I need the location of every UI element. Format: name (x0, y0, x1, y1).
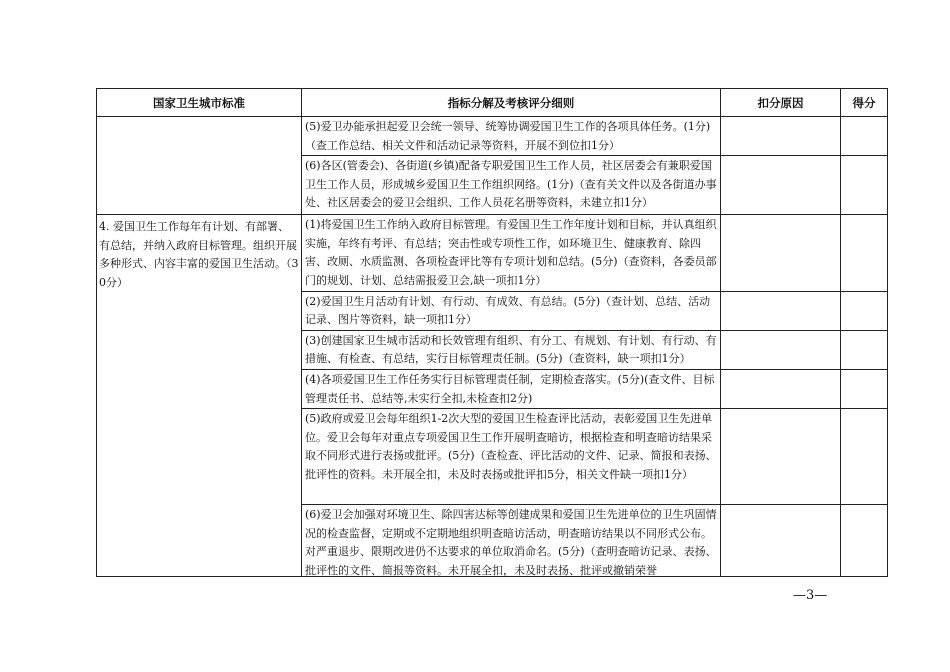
header-detail: 指标分解及考核评分细则 (302, 89, 721, 117)
score-cell (841, 409, 888, 505)
criterion-cell (97, 117, 302, 215)
detail-cell: (3)创建国家卫生城市活动和长效管理有组织、有分工、有规划、有计划、有行动、有措施、有检查、有总结，实行目标管理责任制。(5分)（查资料，缺一项扣1分） (302, 330, 721, 369)
detail-cell: (5)政府或爱卫会每年组织1-2次大型的爱国卫生检查评比活动，表彰爱国卫生先进单位。爱卫会每年对重点专项爱国卫生工作开展明查暗访，根据检查和明查暗访结果采取不同形式进行表扬或批评。(5分)（查检查、评比活动的文件、记录、简报和表扬、批评性的资料。未开展全扣，未及时表扬或批评扣5分，相关文件缺一项扣1分） (302, 409, 721, 505)
deduction-cell (721, 409, 841, 505)
deduction-cell (721, 156, 841, 215)
deduction-cell (721, 291, 841, 330)
score-cell (841, 215, 888, 291)
deduction-cell (721, 505, 841, 577)
criterion-cell: 4. 爱国卫生工作每年有计划、有部署、有总结，并纳入政府目标管理。组织开展多种形式、内容丰富的爱国卫生活动。（30分） (97, 215, 302, 577)
score-cell (841, 156, 888, 215)
table-row (97, 215, 888, 291)
score-cell (841, 369, 888, 408)
score-cell (841, 505, 888, 577)
score-cell (841, 117, 888, 156)
score-cell (841, 291, 888, 330)
table-header-row (97, 89, 888, 117)
detail-cell: (6)各区(管委会)、各街道(乡镇)配备专职爱国卫生工作人员，社区居委会有兼职爱国卫生工作人员，形成城乡爱国卫生工作组织网络。(1分)（查有关文件以及各街道办事处、社区居委会的爱卫会组织、工作人员花名册等资料，未建立扣1分） (302, 156, 721, 215)
deduction-cell (721, 215, 841, 291)
detail-cell: (2)爱国卫生月活动有计划、有行动、有成效、有总结。(5分)（查计划、总结、活动记录、图片等资料，缺一项扣1分） (302, 291, 721, 330)
deduction-cell (721, 330, 841, 369)
header-score: 得分 (841, 89, 888, 117)
detail-cell: (5)爱卫办能承担起爱卫会统一领导、统筹协调爱国卫生工作的各项具体任务。(1分)（查工作总结、相关文件和活动记录等资料，开展不到位扣1分） (302, 117, 721, 156)
detail-cell: (6)爱卫会加强对环境卫生、除四害达标等创建成果和爱国卫生先进单位的卫生巩固情况的检查监督，定期或不定期地组织明查暗访活动，明查暗访结果以不同形式公布。对严重退步、限期改进仍不达要求的单位取消命名。(5分)（查明查暗访记录、表扬、批评性的文件、简报等资料。未开展全扣，未及时表扬、批评或撤销荣誉 (302, 505, 721, 577)
table-row (97, 117, 888, 156)
deduction-cell (721, 369, 841, 408)
header-deduction-reason: 扣分原因 (721, 89, 841, 117)
score-cell (841, 330, 888, 369)
detail-cell: (4)各项爱国卫生工作任务实行目标管理责任制，定期检查落实。(5分)(查文件、目标管理责任书、总结等,未实行全扣,未检查扣2分) (302, 369, 721, 408)
header-standard: 国家卫生城市标准 (97, 89, 302, 117)
deduction-cell (721, 117, 841, 156)
detail-cell: (1)将爱国卫生工作纳入政府目标管理。有爱国卫生工作年度计划和目标，并认真组织实施，年终有考评、有总结；突击性或专项性工作，如环境卫生、健康教育、除四害、改厕、水质监测、各项检查评比等有专项计划和总结。(5分)（查资料，各委员部门的规划、计划、总结需报爱卫会,缺一项扣1分） (302, 215, 721, 291)
page-number: —3— (793, 588, 828, 603)
standards-table (96, 88, 888, 577)
